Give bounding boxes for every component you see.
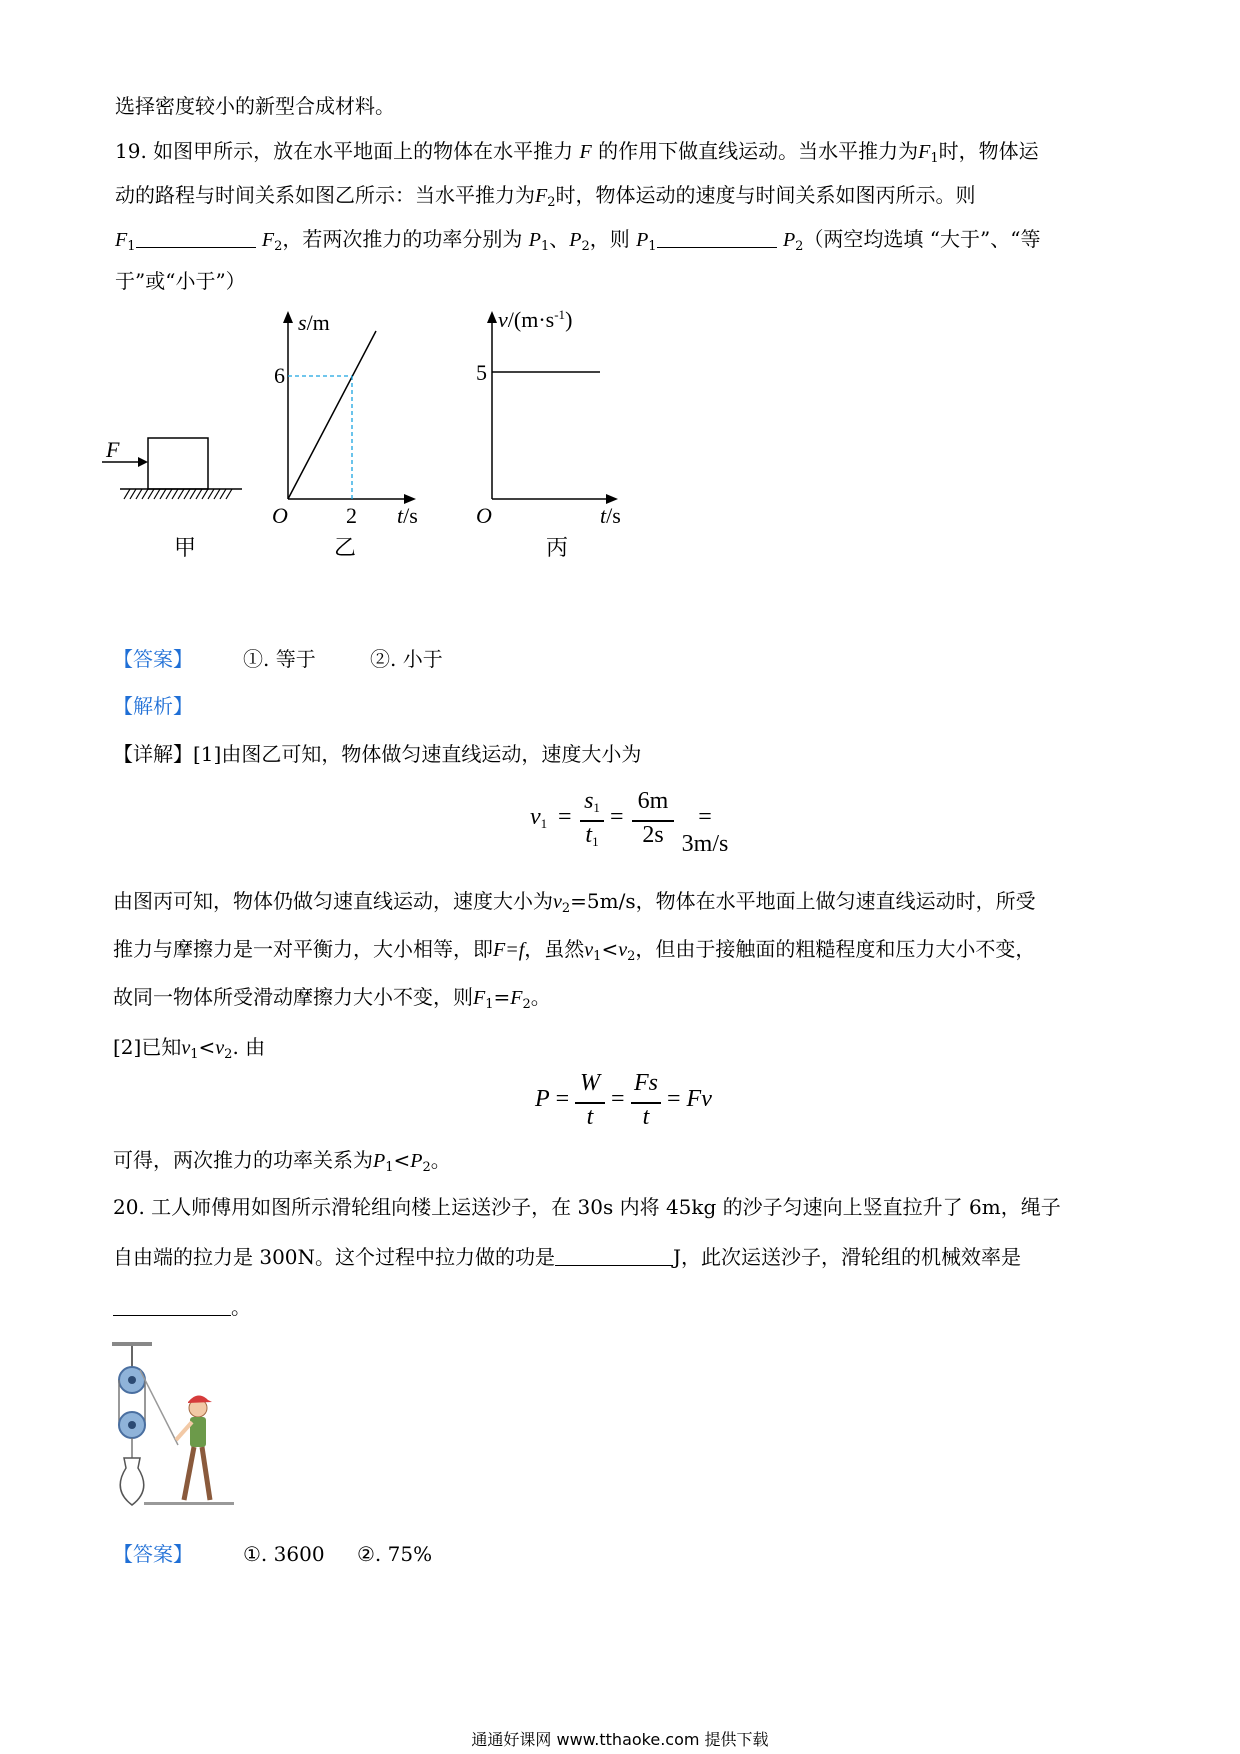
text-line: 选择密度较小的新型合成材料。 — [115, 94, 395, 118]
formula-lhs: P = — [535, 1086, 570, 1112]
y-axis-label: $v/(m\cdot s^{-1})$ — [498, 307, 573, 332]
answer-row — [113, 645, 193, 673]
worker-body — [190, 1417, 206, 1447]
answer-1: ①. 3600 — [243, 1542, 325, 1566]
answer-2: ②. 75% — [357, 1542, 433, 1566]
caption-bing: 丙 — [546, 536, 569, 561]
answer-tag: 【答案】 — [113, 647, 193, 671]
x-axis-label: t/s — [397, 503, 418, 528]
formula-eq: = — [611, 1086, 625, 1112]
figure-jia — [102, 437, 242, 561]
q19-figures — [100, 305, 700, 575]
detail-line-3: 推力与摩擦力是一对平衡力，大小相等，即F=f，虽然$v_1<v_2$，但由于接触面的粗糙程度和压力大小不变， — [113, 937, 1036, 964]
ground-hatch — [124, 489, 232, 499]
answer-tag: 【答案】 — [113, 1542, 193, 1566]
detail-line-6: 可得，两次推力的功率关系为$P_1<P_2$。 — [113, 1148, 451, 1175]
question-19-line-4: 于”或“小于”） — [115, 269, 246, 293]
detail-line-4: 故同一物体所受滑动摩擦力大小不变，则$F_1=F_2$。 — [113, 985, 551, 1012]
question-19-line-3: $F_1$ $F_2$，若两次推力的功率分别为 $P_1$、$P_2$，则 $P_1$ $P_2$（两空均选填 “大于”、“等 — [115, 227, 1041, 254]
question-20-line-3: 。 — [113, 1293, 251, 1321]
detail-line-2: 由图丙可知，物体仍做匀速直线运动，速度大小为$v_2=5m/s$，物体在水平地面上做匀速直线运动时，所受 — [113, 889, 1036, 916]
force-label: F — [106, 437, 120, 462]
formula-velocity — [530, 788, 730, 868]
formula-eq: = — [610, 804, 624, 830]
force-arrowhead — [138, 457, 148, 467]
fraction-den: 2s — [642, 822, 664, 848]
y-tick: 5 — [476, 360, 487, 385]
answer-blank — [136, 227, 256, 248]
formula-lhs: $v_1$ — [530, 804, 548, 831]
formula-eq: = — [558, 804, 572, 830]
worker-cap — [188, 1395, 212, 1403]
origin-label: O — [476, 503, 492, 528]
question-20-line-2: 自由端的拉力是 300N。这个过程中拉力做的功是 J，此次运送沙子，滑轮组的机械效率是 — [113, 1245, 1022, 1269]
answer-blank — [555, 1245, 673, 1266]
formula-power — [535, 1070, 755, 1150]
fraction-num: Fs — [634, 1070, 658, 1096]
worker-leg — [184, 1447, 194, 1500]
fraction-num: W — [580, 1070, 600, 1096]
y-arrowhead — [487, 311, 497, 323]
fraction-den: t — [642, 1104, 650, 1130]
detail-line-5: [2]已知$v_1<v_2$. 由 — [113, 1035, 266, 1062]
x-axis-label: t/s — [600, 503, 621, 528]
sand-bag — [120, 1458, 144, 1505]
answer-blank — [657, 227, 777, 248]
answer-row-20 — [113, 1540, 193, 1568]
figure-yi — [272, 310, 418, 561]
answer-blank — [113, 1295, 231, 1316]
x-tick: 2 — [346, 503, 357, 528]
formula-rhs: = 3m/s — [681, 804, 729, 857]
question-19-line-1: 19. 如图甲所示，放在水平地面上的物体在水平推力 F 的作用下做直线运动。当水平推力为$F_1$时，物体运 — [115, 139, 1039, 166]
question-20-line-1: 20. 工人师傅用如图所示滑轮组向楼上运送沙子，在 30s 内将 45kg 的沙子匀速向上竖直拉升了 6m，绳子 — [113, 1195, 1061, 1219]
worker-leg — [202, 1447, 210, 1500]
block — [148, 438, 208, 489]
caption-jia: 甲 — [174, 536, 197, 561]
answer-2: ②. 小于 — [370, 647, 443, 671]
analysis-tag: 【解析】 — [113, 694, 193, 718]
pulley-illustration — [110, 1340, 260, 1520]
series-line — [288, 331, 376, 499]
origin-label: O — [272, 503, 288, 528]
y-tick: 6 — [274, 363, 285, 388]
question-19-line-2: 动的路程与时间关系如图乙所示：当水平推力为$F_2$时，物体运动的速度与时间关系如图丙所示。则 — [115, 183, 976, 210]
y-arrowhead — [283, 311, 293, 323]
page-footer: 通通好课网 www.tthaoke.com 提供下载 — [471, 1730, 769, 1749]
fraction-num: 6m — [637, 788, 669, 814]
formula-rhs: = Fv — [667, 1086, 712, 1112]
answer-1: ①. 等于 — [243, 647, 316, 671]
fraction-den: $t_1$ — [585, 822, 599, 849]
fraction-num: $s_1$ — [584, 788, 600, 815]
y-axis-label: s/m — [298, 310, 330, 335]
caption-yi: 乙 — [334, 536, 357, 561]
fraction-den: t — [586, 1104, 594, 1130]
worker-arm — [176, 1422, 192, 1440]
figure-bing — [476, 307, 621, 561]
detail-line-1: 【详解】[1]由图乙可知，物体做匀速直线运动，速度大小为 — [113, 742, 642, 766]
ground — [144, 1502, 234, 1505]
ceiling-mount — [112, 1342, 152, 1346]
